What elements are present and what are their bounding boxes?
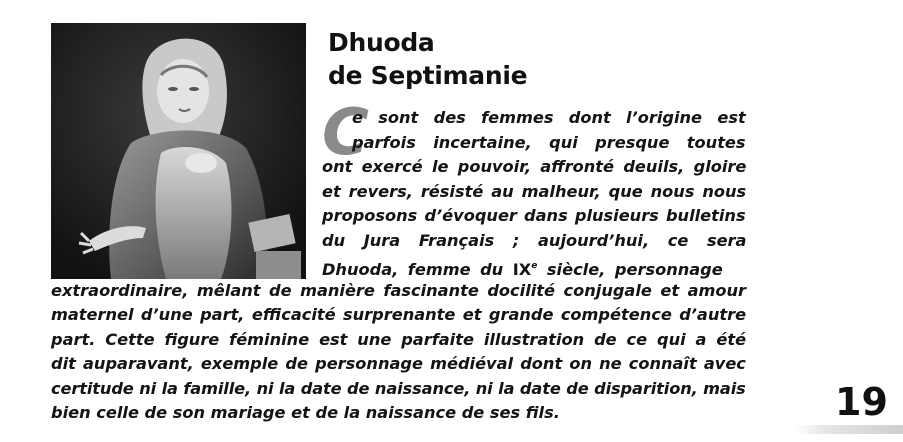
century-superscript: e (531, 261, 538, 271)
madonna-illustration (51, 23, 306, 279)
body-line-3: ont exercé le pouvoir, affronté deuils, gloire (322, 157, 747, 176)
body-line-6: du Jura Français ; aujourd’hui, ce sera (322, 231, 747, 250)
body-line-11: dit auparavant, exemple de personnage médiéval dont on ne connaît avec (51, 354, 746, 373)
page-number: 19 (835, 380, 888, 424)
portrait-image (51, 23, 306, 279)
body-line-10: part. Cette figure féminine est une parfaite illustration de ce qui a été (51, 330, 747, 349)
page-number-rule (796, 425, 903, 434)
body-line-4: et revers, résisté au malheur, que nous nous (322, 182, 747, 201)
body-line-7 (322, 254, 746, 278)
body-line-8: extraordinaire, mêlant de manière fascinante docilité conjugale et amour (51, 281, 747, 300)
body-line-9: maternel d’une part, efficacité surprenante et grande compétence d’autre (51, 305, 747, 324)
drop-cap: C (322, 96, 369, 170)
body-line-13: bien celle de son mariage et de la naissance de ses fils. (51, 403, 560, 422)
title-line-1: Dhuoda (328, 28, 435, 57)
body-line-7-end: siècle, personnage (537, 260, 723, 279)
century-roman: IX (512, 260, 532, 279)
body-line-7-start: Dhuoda, femme du (322, 260, 513, 279)
body-line-2: parfois incertaine, qui presque toutes (352, 133, 746, 152)
body-line-5: proposons d’évoquer dans plusieurs bulletins (322, 206, 746, 225)
title-line-2: de Septimanie (328, 61, 528, 90)
body-line-12: certitude ni la famille, ni la date de naissance, ni la date de disparition, mais (51, 379, 746, 398)
article-title (328, 26, 527, 92)
body-line-1: e sont des femmes dont l’origine est (352, 108, 746, 127)
